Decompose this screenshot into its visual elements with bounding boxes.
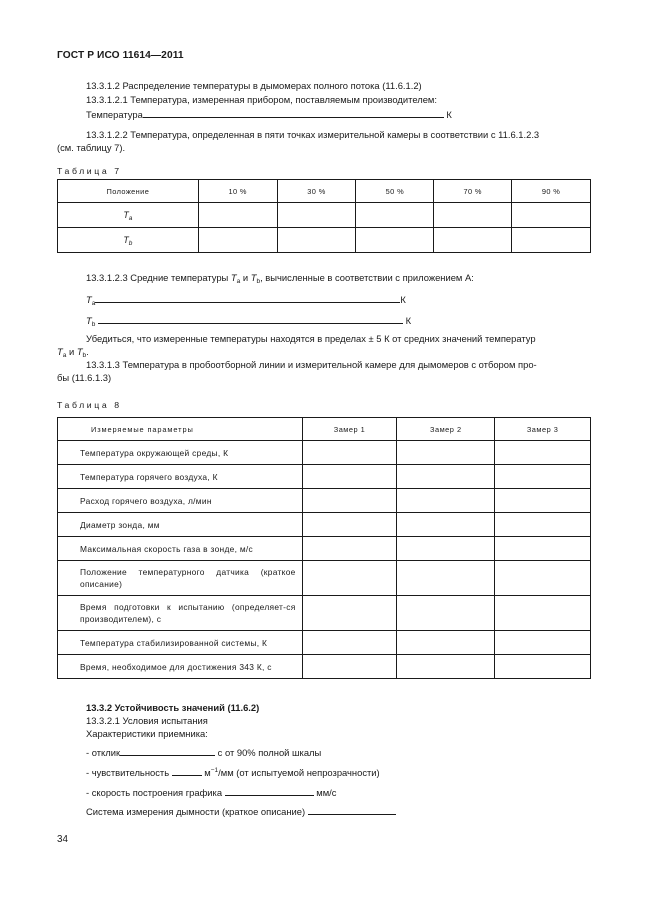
clause-13-3-2-1: 13.3.2.1 Условия испытания	[86, 715, 208, 726]
table8-cell[interactable]	[397, 441, 495, 465]
table7-header: 70 %	[434, 180, 512, 203]
table7-cell[interactable]	[198, 203, 277, 228]
table7-cell[interactable]	[512, 203, 591, 228]
unit-kelvin: К	[400, 294, 406, 305]
table8-row-label: Время подготовки к испытанию (определяет-ся производителем), с	[58, 596, 303, 631]
table7-header: 30 %	[277, 180, 356, 203]
table8-row-label: Расход горячего воздуха, л/мин	[58, 489, 303, 513]
verify-text: Убедиться, что измеренные температуры находятся в пределах ± 5 К от средних значений температур	[86, 333, 536, 344]
table8-row-label: Время, необходимое для достижения 343 К, с	[58, 655, 303, 679]
clause-13-3-1-2: 13.3.1.2 Распределение температуры в дымомерах полного потока (11.6.1.2)	[86, 80, 422, 91]
plot-speed-field-row: - скорость построения графика мм/с	[86, 787, 337, 798]
table8-row	[58, 561, 591, 596]
table8-cell[interactable]	[495, 465, 591, 489]
table8-row-label: Температура окружающей среды, К	[58, 441, 303, 465]
table8-cell[interactable]	[302, 561, 397, 596]
table8-cell[interactable]	[302, 513, 397, 537]
table8-row	[58, 655, 591, 679]
temperature-label: Температура	[86, 109, 143, 120]
table8-cell[interactable]	[397, 489, 495, 513]
document-header: ГОСТ Р ИСО 11614—2011	[57, 50, 184, 61]
table8-cell[interactable]	[302, 537, 397, 561]
table8-cell[interactable]	[397, 513, 495, 537]
temperature-field-row	[86, 108, 452, 121]
table7-cell[interactable]	[356, 203, 434, 228]
table7-header: 10 %	[198, 180, 277, 203]
table8-row	[58, 465, 591, 489]
table8-cell[interactable]	[495, 596, 591, 631]
table-7	[57, 179, 591, 253]
table8-header: Замер 1	[302, 418, 397, 441]
table7-cell[interactable]	[198, 228, 277, 253]
table8-header-row	[58, 418, 591, 441]
table7-caption: Таблица 7	[57, 166, 122, 176]
receiver-characteristics: Характеристики приемника:	[86, 728, 208, 739]
table8-row-label: Положение температурного датчика (краткое описание)	[58, 561, 303, 596]
table7-header: Положение	[58, 180, 199, 203]
table8-row	[58, 513, 591, 537]
table8-cell[interactable]	[302, 441, 397, 465]
table8-cell[interactable]	[302, 489, 397, 513]
temperature-blank[interactable]	[143, 108, 444, 118]
table8-row-label: Диаметр зонда, мм	[58, 513, 303, 537]
smoke-system-blank[interactable]	[308, 805, 396, 815]
table7-row-label: $T_a$	[58, 203, 199, 228]
table7-row-label: $T_b$	[58, 228, 199, 253]
clause-13-3-1-3: 13.3.1.3 Температура в пробоотборной линии и измерительной камере для дымомеров с отбором про-	[86, 359, 537, 370]
table8-cell[interactable]	[397, 561, 495, 596]
table8-cell[interactable]	[397, 537, 495, 561]
table8-row	[58, 537, 591, 561]
clause-13-3-1-2-2: 13.3.1.2.2 Температура, определенная в пяти точках измерительной камеры в соответствии с 11.6.1.2.3	[86, 129, 540, 140]
table8-cell[interactable]	[495, 441, 591, 465]
table7-cell[interactable]	[277, 203, 356, 228]
table7-cell[interactable]	[434, 228, 512, 253]
table8-row	[58, 631, 591, 655]
clause-13-3-1-2-3: 13.3.1.2.3 Средние температуры $T_a$ и $T_b$, вычисленные в соответствии с приложением А:	[86, 272, 474, 285]
verify-text-cont: $T_a$ и $T_b$.	[57, 346, 89, 359]
table8-cell[interactable]	[302, 465, 397, 489]
unit-kelvin: К	[446, 109, 452, 120]
table7-cell[interactable]	[356, 228, 434, 253]
table8-cell[interactable]	[302, 655, 397, 679]
sensitivity-field-row: - чувствительность $м^{-1}/мм$ (от испытуемой непрозрачности)	[86, 767, 380, 778]
table7-cell[interactable]	[512, 228, 591, 253]
table8-cell[interactable]	[495, 513, 591, 537]
table8-cell[interactable]	[397, 655, 495, 679]
table8-header: Замер 2	[397, 418, 495, 441]
ta-field-row: $T_a$ К	[86, 294, 406, 307]
table7-header: 50 %	[356, 180, 434, 203]
table8-header: Замер 3	[495, 418, 591, 441]
table8-row-label: Температура горячего воздуха, К	[58, 465, 303, 489]
smoke-system-field-row: Система измерения дымности (краткое описание)	[86, 805, 396, 818]
clause-13-3-1-2-2-cont: (см. таблицу 7).	[57, 142, 126, 153]
tb-field-row: $T_b$ К	[86, 315, 412, 328]
table8-cell[interactable]	[495, 537, 591, 561]
table8-cell[interactable]	[397, 631, 495, 655]
table8-row-label: Температура стабилизированной системы, К	[58, 631, 303, 655]
table8-header: Измеряемые параметры	[58, 418, 303, 441]
table7-row	[58, 228, 591, 253]
table8-row	[58, 596, 591, 631]
sensitivity-blank[interactable]	[172, 766, 202, 776]
clause-13-3-1-3-cont: бы (11.6.1.3)	[57, 372, 112, 383]
table8-row-label: Максимальная скорость газа в зонде, м/с	[58, 537, 303, 561]
clause-13-3-1-2-1: 13.3.1.2.1 Температура, измеренная прибором, поставляемым производителем:	[86, 94, 437, 105]
table8-row	[58, 489, 591, 513]
table8-cell[interactable]	[495, 631, 591, 655]
ta-blank[interactable]	[95, 293, 400, 303]
response-blank[interactable]	[120, 746, 215, 756]
table8-cell[interactable]	[397, 596, 495, 631]
table7-header-row	[58, 180, 591, 203]
tb-blank[interactable]	[98, 314, 403, 324]
table8-row	[58, 441, 591, 465]
table7-row	[58, 203, 591, 228]
table8-cell[interactable]	[302, 631, 397, 655]
table7-cell[interactable]	[277, 228, 356, 253]
plot-speed-blank[interactable]	[225, 786, 314, 796]
table8-cell[interactable]	[495, 655, 591, 679]
table8-cell[interactable]	[495, 561, 591, 596]
clause-13-3-2-heading: 13.3.2 Устойчивость значений (11.6.2)	[86, 702, 260, 713]
table-8	[57, 417, 591, 679]
table7-cell[interactable]	[434, 203, 512, 228]
table7-header: 90 %	[512, 180, 591, 203]
unit-kelvin: К	[405, 315, 412, 326]
table8-cell[interactable]	[495, 489, 591, 513]
table8-cell[interactable]	[302, 596, 397, 631]
table8-caption: Таблица 8	[57, 400, 122, 410]
page-number: 34	[57, 834, 68, 845]
response-field-row: - отклик с от 90% полной шкалы	[86, 747, 322, 758]
table8-cell[interactable]	[397, 465, 495, 489]
